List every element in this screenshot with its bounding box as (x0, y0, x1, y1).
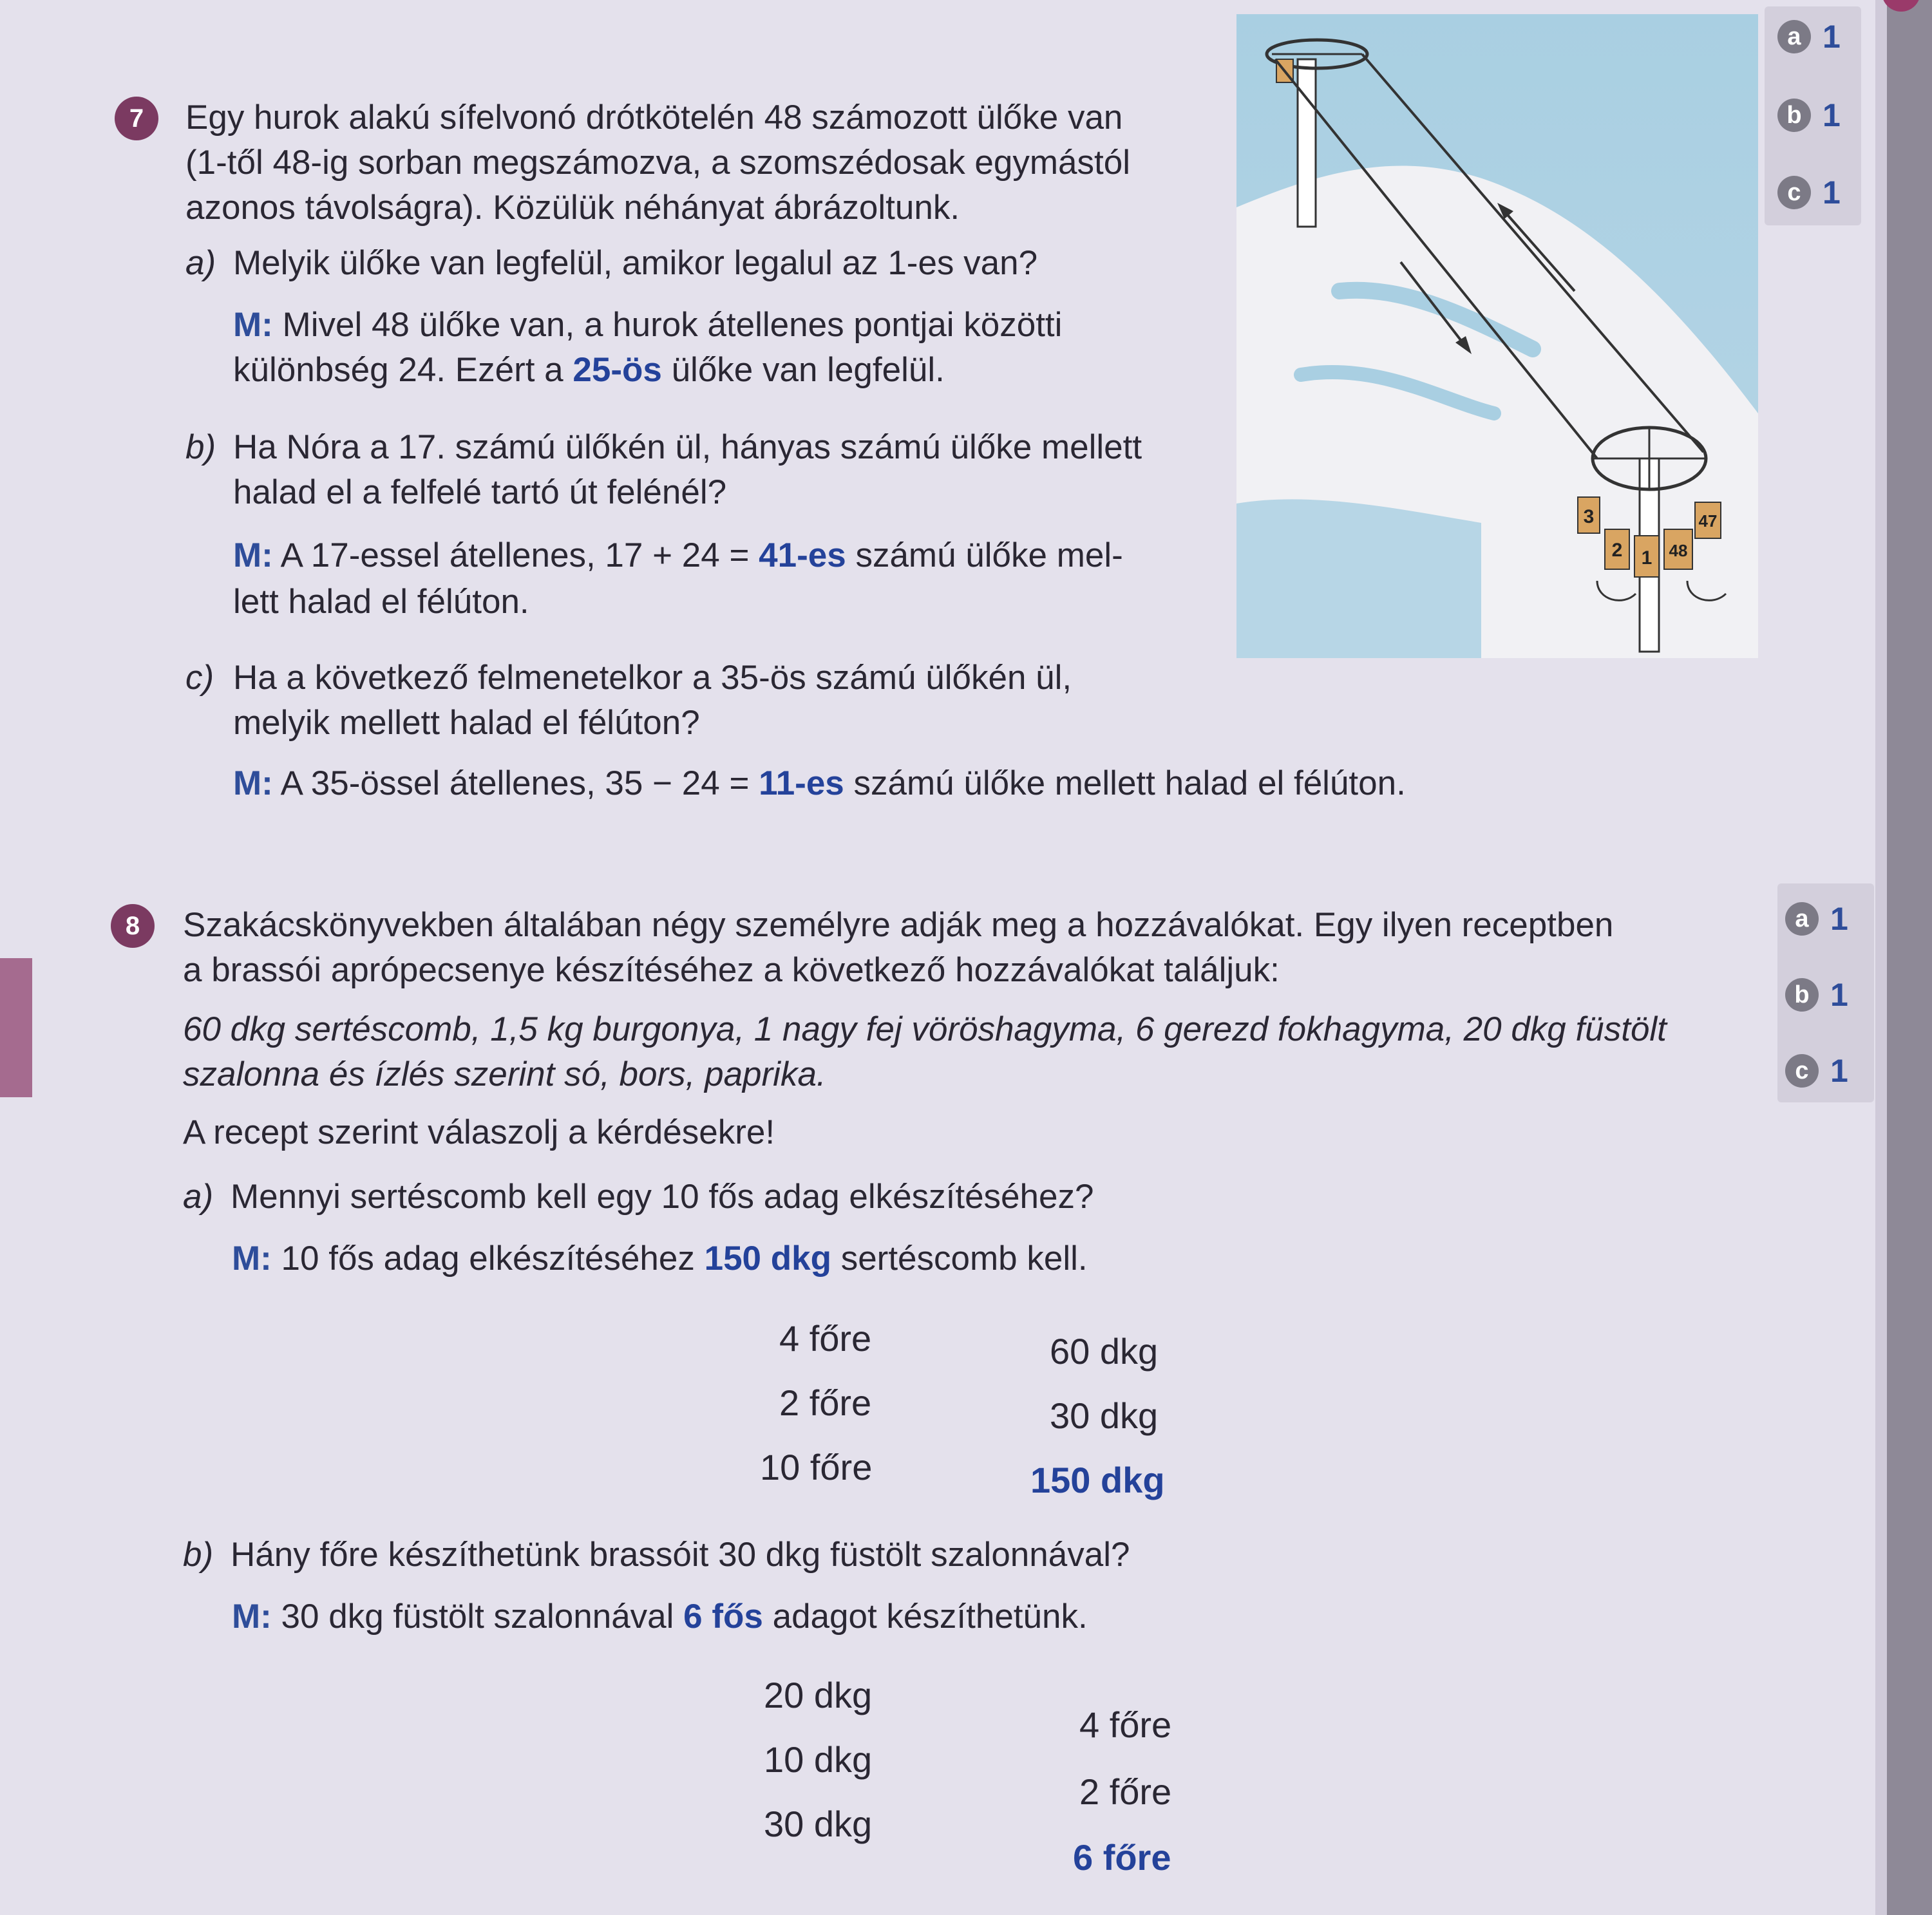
ex7-score-b (1777, 97, 1841, 134)
ex8-score-b-points: 1 (1830, 977, 1848, 1013)
ex8-a-label: a) (183, 1178, 214, 1216)
ex8-question-b (183, 1538, 1130, 1572)
ex8-b-table-right-1: 4 főre (1079, 1704, 1172, 1745)
ex8-score-c (1785, 1052, 1848, 1090)
ex8-intro-line2: a brassói aprópecsenye készítéséhez a következő hozzávalókat találjuk: (183, 951, 1280, 989)
ex7-a-question-text: Melyik ülőke van legfelül, amikor legalul az 1-es van? (233, 244, 1038, 282)
ex7-score-c (1777, 174, 1841, 211)
ex7-answer-a-line2 (233, 353, 945, 387)
page-gutter-shade (1875, 0, 1887, 1915)
ex8-b-table-left-2: 10 dkg (764, 1739, 873, 1780)
ex8-b-table-left-3: 30 dkg (764, 1804, 873, 1844)
ex8-a-table-left-3: 10 főre (760, 1447, 873, 1487)
ex7-c-m: M: (233, 764, 273, 802)
ex8-a-table-left-2: 2 főre (779, 1382, 872, 1423)
ex8-question-a (183, 1180, 1094, 1214)
ex8-a-table-right-3: 150 dkg (1030, 1460, 1165, 1500)
ex8-b-m: M: (232, 1598, 272, 1636)
ex7-answer-a-line1 (233, 308, 1062, 342)
ex7-question-a (185, 246, 1037, 280)
ex8-score-a (1785, 900, 1848, 938)
ex8-score-b-letter: b (1785, 978, 1819, 1012)
ex8-b-answer-highlight: 6 fős (683, 1598, 763, 1636)
ex8-a-table-left-1: 4 főre (779, 1318, 872, 1359)
ex8-b-ans-post: adagot készíthetünk. (762, 1598, 1088, 1636)
ex7-score-b-letter: b (1777, 99, 1811, 132)
ex8-score-c-points: 1 (1830, 1053, 1848, 1089)
ex7-c-ans-pre: A 35-össel átellenes, 35 − 24 = (280, 764, 759, 802)
ex8-b-table-right-2: 2 főre (1079, 1771, 1172, 1812)
ex8-b-table-right-3: 6 főre (1073, 1837, 1171, 1878)
ex7-b-answer-highlight: 41-es (759, 536, 846, 574)
ex7-intro-line2: (1-től 48-ig sorban megszámozva, a szomszédosak egymástól (185, 144, 1130, 182)
top-pole (1298, 59, 1316, 227)
ex8-b-ans-pre: 30 dkg füstölt szalonnával (281, 1598, 684, 1636)
ex7-question-b-line2: halad el a felfelé tartó út felénél? (233, 473, 727, 511)
ex7-score-c-points: 1 (1823, 175, 1841, 211)
ex7-score-c-letter: c (1777, 176, 1811, 209)
ex8-score-a-letter: a (1785, 902, 1819, 936)
ex7-a-m: M: (233, 306, 273, 344)
ex7-c-ans-post: számú ülőke mellett halad el félúton. (844, 764, 1406, 802)
ex8-answer-b (232, 1599, 1088, 1634)
ex8-a-question-text: Mennyi sertéscomb kell egy 10 fős adag elkészítéséhez? (231, 1178, 1094, 1216)
ex8-answer-a (232, 1241, 1088, 1276)
ex7-intro-line3: azonos távolságra). Közülük néhányat ábrázoltunk. (185, 189, 960, 227)
seat-48-label: 48 (1669, 541, 1688, 560)
ex7-c-answer-highlight: 11-es (759, 764, 844, 802)
ex7-score-a (1777, 18, 1841, 55)
ski-lift-drawing (1236, 14, 1758, 658)
ex8-b-label: b) (183, 1536, 214, 1574)
ex8-intro-line1: Szakácskönyvekben általában négy személyre adják meg a hozzávalókat. Egy ilyen receptben (183, 906, 1614, 944)
ex7-question-c-line2: melyik mellett halad el félúton? (233, 704, 700, 742)
exercise-7-number: 7 (115, 97, 158, 140)
ex7-b-ans1-post: számú ülőke mel- (846, 536, 1123, 574)
ex7-b-ans1-pre: A 17-essel átellenes, 17 + 24 = (280, 536, 759, 574)
ex7-c-question1: Ha a következő felmenetelkor a 35-ös számú ülőkén ül, (233, 659, 1072, 697)
ex8-b-table-left-1: 20 dkg (764, 1675, 873, 1715)
ex7-intro-line1: Egy hurok alakú sífelvonó drótkötelén 48 számozott ülőke van (185, 99, 1123, 137)
ex8-prompt: A recept szerint válaszolj a kérdésekre! (183, 1113, 775, 1151)
side-margin-marker (0, 958, 32, 1097)
seat-2-label: 2 (1611, 540, 1623, 561)
ex8-a-m: M: (232, 1240, 272, 1278)
ex8-a-answer-highlight: 150 dkg (704, 1240, 831, 1278)
snow-shadow-left (1236, 499, 1481, 658)
ex7-answer-c (233, 766, 1406, 800)
seat-47-label: 47 (1698, 511, 1718, 531)
ex8-score-a-points: 1 (1830, 901, 1848, 937)
ex8-a-ans-pre: 10 fős adag elkészítéséhez (281, 1240, 705, 1278)
ex7-c-label: c) (185, 659, 214, 697)
ex7-score-b-points: 1 (1823, 97, 1841, 133)
ex7-a-ans2-pre: különbség 24. Ezért a (233, 351, 573, 389)
ex7-question-b-line1 (185, 430, 1142, 464)
ex7-score-a-points: 1 (1823, 19, 1841, 55)
ex7-answer-b-line1 (233, 538, 1123, 572)
ex7-question-c-line1 (185, 661, 1072, 695)
ex8-b-question-text: Hány főre készíthetünk brassóit 30 dkg füstölt szalonnával? (231, 1536, 1130, 1574)
ex7-b-label: b) (185, 428, 216, 466)
seat-1-label: 1 (1641, 547, 1653, 569)
ex8-recipe-line2: szalonna és ízlés szerint só, bors, paprika. (183, 1055, 826, 1093)
ex7-a-ans2-post: ülőke van legfelül. (661, 351, 945, 389)
ex7-a-ans1: Mivel 48 ülőke van, a hurok átellenes pontjai közötti (282, 306, 1063, 344)
seat-3-label: 3 (1583, 506, 1595, 527)
ex8-score-b (1785, 976, 1848, 1014)
ex7-answer-b-line2: lett halad el félúton. (233, 583, 529, 621)
ski-lift-illustration (1236, 14, 1758, 658)
ex7-a-answer-highlight: 25-ös (573, 351, 662, 389)
ex8-a-table-right-2: 30 dkg (1050, 1395, 1159, 1436)
ex8-recipe-line1: 60 dkg sertéscomb, 1,5 kg burgonya, 1 nagy fej vöröshagyma, 6 gerezd fokhagyma, 20 dkg füstölt (183, 1010, 1667, 1048)
exercise-8-number: 8 (111, 904, 155, 948)
page-edge (1887, 0, 1932, 1915)
ex7-a-label: a) (185, 244, 216, 282)
ex8-a-ans-post: sertéscomb kell. (831, 1240, 1088, 1278)
ex8-a-table-right-1: 60 dkg (1050, 1331, 1159, 1372)
ex7-b-question1: Ha Nóra a 17. számú ülőkén ül, hányas számú ülőke mellett (233, 428, 1142, 466)
ex7-b-m: M: (233, 536, 273, 574)
ex8-score-c-letter: c (1785, 1054, 1819, 1088)
ex7-score-a-letter: a (1777, 20, 1811, 53)
